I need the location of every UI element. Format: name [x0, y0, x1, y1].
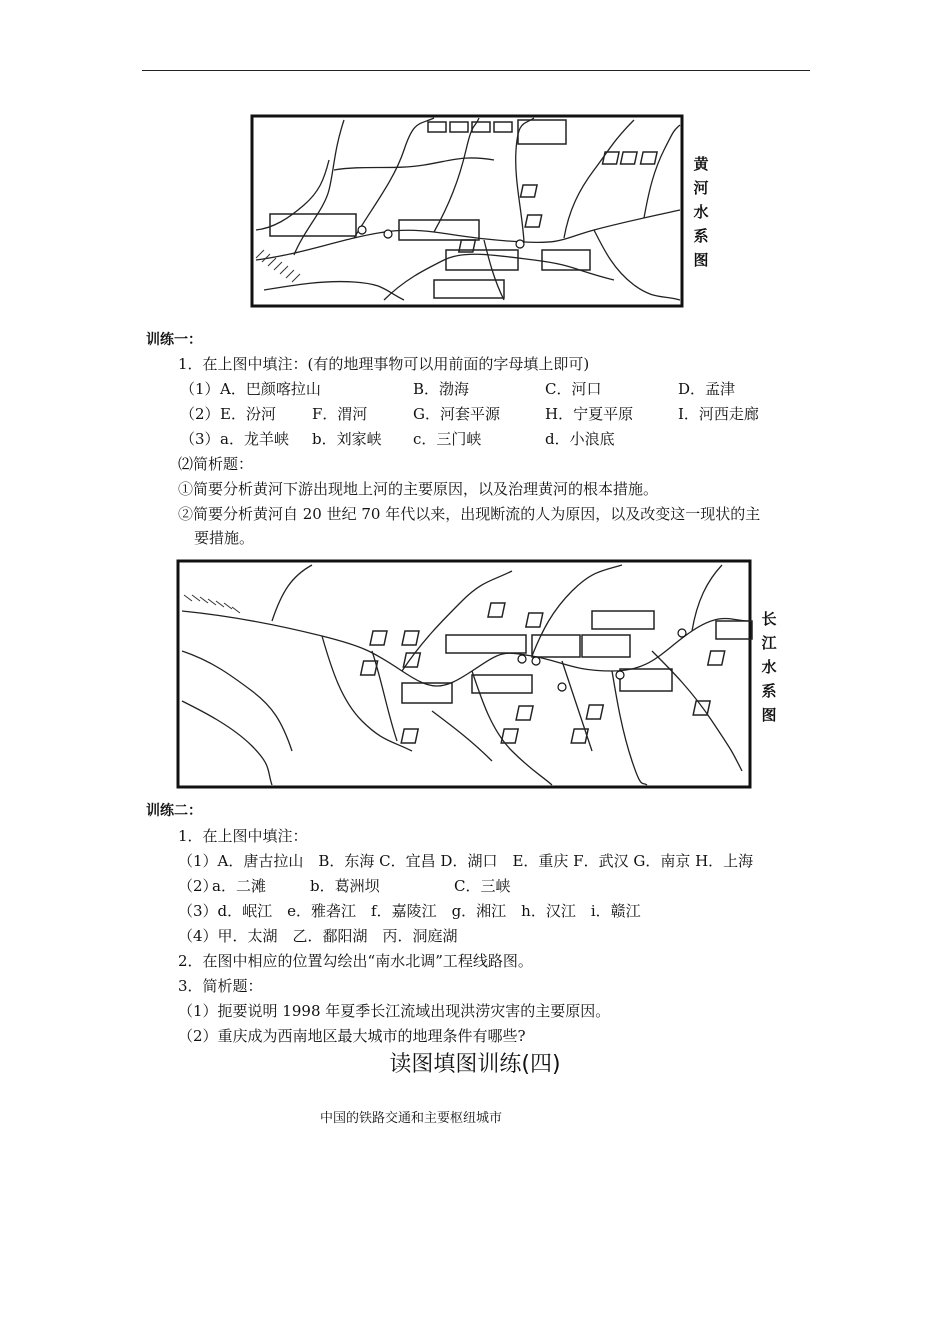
- map-title-char: 河: [693, 179, 709, 197]
- section2-q3: 3．简析题：: [178, 977, 263, 995]
- yangtze-river-map: [172, 551, 778, 791]
- section1-q1: 1．在上图中填注：(有的地理事物可以用前面的字母填上即可): [178, 355, 590, 373]
- answer-item: C．河口: [545, 380, 602, 398]
- row-prefix: （2）: [178, 877, 218, 895]
- answer-item: a．龙羊峡: [220, 430, 289, 448]
- map-title-char: 图: [761, 706, 777, 724]
- section2-q2: 2．在图中相应的位置勾绘出“南水北调”工程线路图。: [178, 952, 533, 970]
- row-prefix: （3）: [180, 430, 220, 448]
- row-prefix: （2）: [180, 405, 220, 423]
- yangtze-river-map-drawing: [172, 551, 778, 791]
- answer-item: b．葛洲坝: [310, 877, 380, 895]
- answer-item: H．宁夏平原: [545, 405, 634, 423]
- sub-title: 中国的铁路交通和主要枢纽城市: [320, 1111, 503, 1126]
- section2-q1: 1．在上图中填注：: [178, 827, 308, 845]
- map-title-char: 长: [761, 610, 777, 628]
- answer-item: E．汾河: [220, 405, 276, 423]
- answer-item: A．巴颜喀拉山: [220, 380, 321, 398]
- row-prefix: （1）: [180, 380, 220, 398]
- map-title-char: 系: [761, 682, 777, 700]
- section1-q2a: ①简要分析黄河下游出现地上河的主要原因，以及治理黄河的根本措施。: [178, 480, 659, 498]
- section1-heading: 训练一：: [146, 332, 202, 348]
- section2-q3b: （2）重庆成为西南地区最大城市的地理条件有哪些?: [178, 1027, 526, 1045]
- answer-item: b．刘家峡: [312, 430, 382, 448]
- section2-row3: （3）d．岷江 e．雅砻江 f．嘉陵江 g．湘江 h．汉江 i．赣江: [178, 902, 641, 920]
- map-title-char: 江: [761, 634, 777, 652]
- section2-row4: （4）甲．太湖 乙．鄱阳湖 丙．洞庭湖: [178, 927, 458, 945]
- map-title-char: 黄: [693, 155, 709, 173]
- answer-item: c．三门峡: [413, 430, 482, 448]
- answer-item: F．渭河: [312, 405, 368, 423]
- answer-item: D．孟津: [678, 380, 736, 398]
- answer-item: a．二滩: [212, 877, 266, 895]
- yellow-river-map-title: [692, 152, 710, 272]
- yangtze-river-map-title: [760, 607, 778, 727]
- answer-item: C．三峡: [454, 877, 511, 895]
- yellow-river-map-drawing: [234, 110, 716, 314]
- section1-q2: ⑵简析题：: [178, 455, 254, 473]
- section1-q2b-line2: 要措施。: [194, 529, 255, 547]
- answer-item: I．河西走廊: [678, 405, 759, 423]
- map-title-char: 水: [693, 203, 709, 221]
- section2-heading: 训练二：: [146, 803, 202, 819]
- map-title-char: 水: [761, 658, 777, 676]
- answer-item: G．河套平源: [413, 405, 500, 423]
- section2-q3a: （1）扼要说明 1998 年夏季长江流域出现洪涝灾害的主要原因。: [178, 1002, 611, 1020]
- answer-item: d．小浪底: [545, 430, 615, 448]
- page-title: 读图填图训练(四): [389, 1052, 561, 1077]
- map-title-char: 系: [693, 227, 709, 245]
- header-rule: [142, 70, 810, 71]
- yellow-river-map: [234, 110, 716, 314]
- section2-row1: （1）A．唐古拉山 B．东海 C．宜昌 D．湖口 E．重庆 F．武汉 G．南京 H．上海: [178, 852, 754, 870]
- map-title-char: 图: [693, 251, 709, 269]
- section1-q2b-line1: ②简要分析黄河自 20 世纪 70 年代以来，出现断流的人为原因，以及改变这一现状的主: [178, 505, 761, 523]
- answer-item: B．渤海: [413, 380, 470, 398]
